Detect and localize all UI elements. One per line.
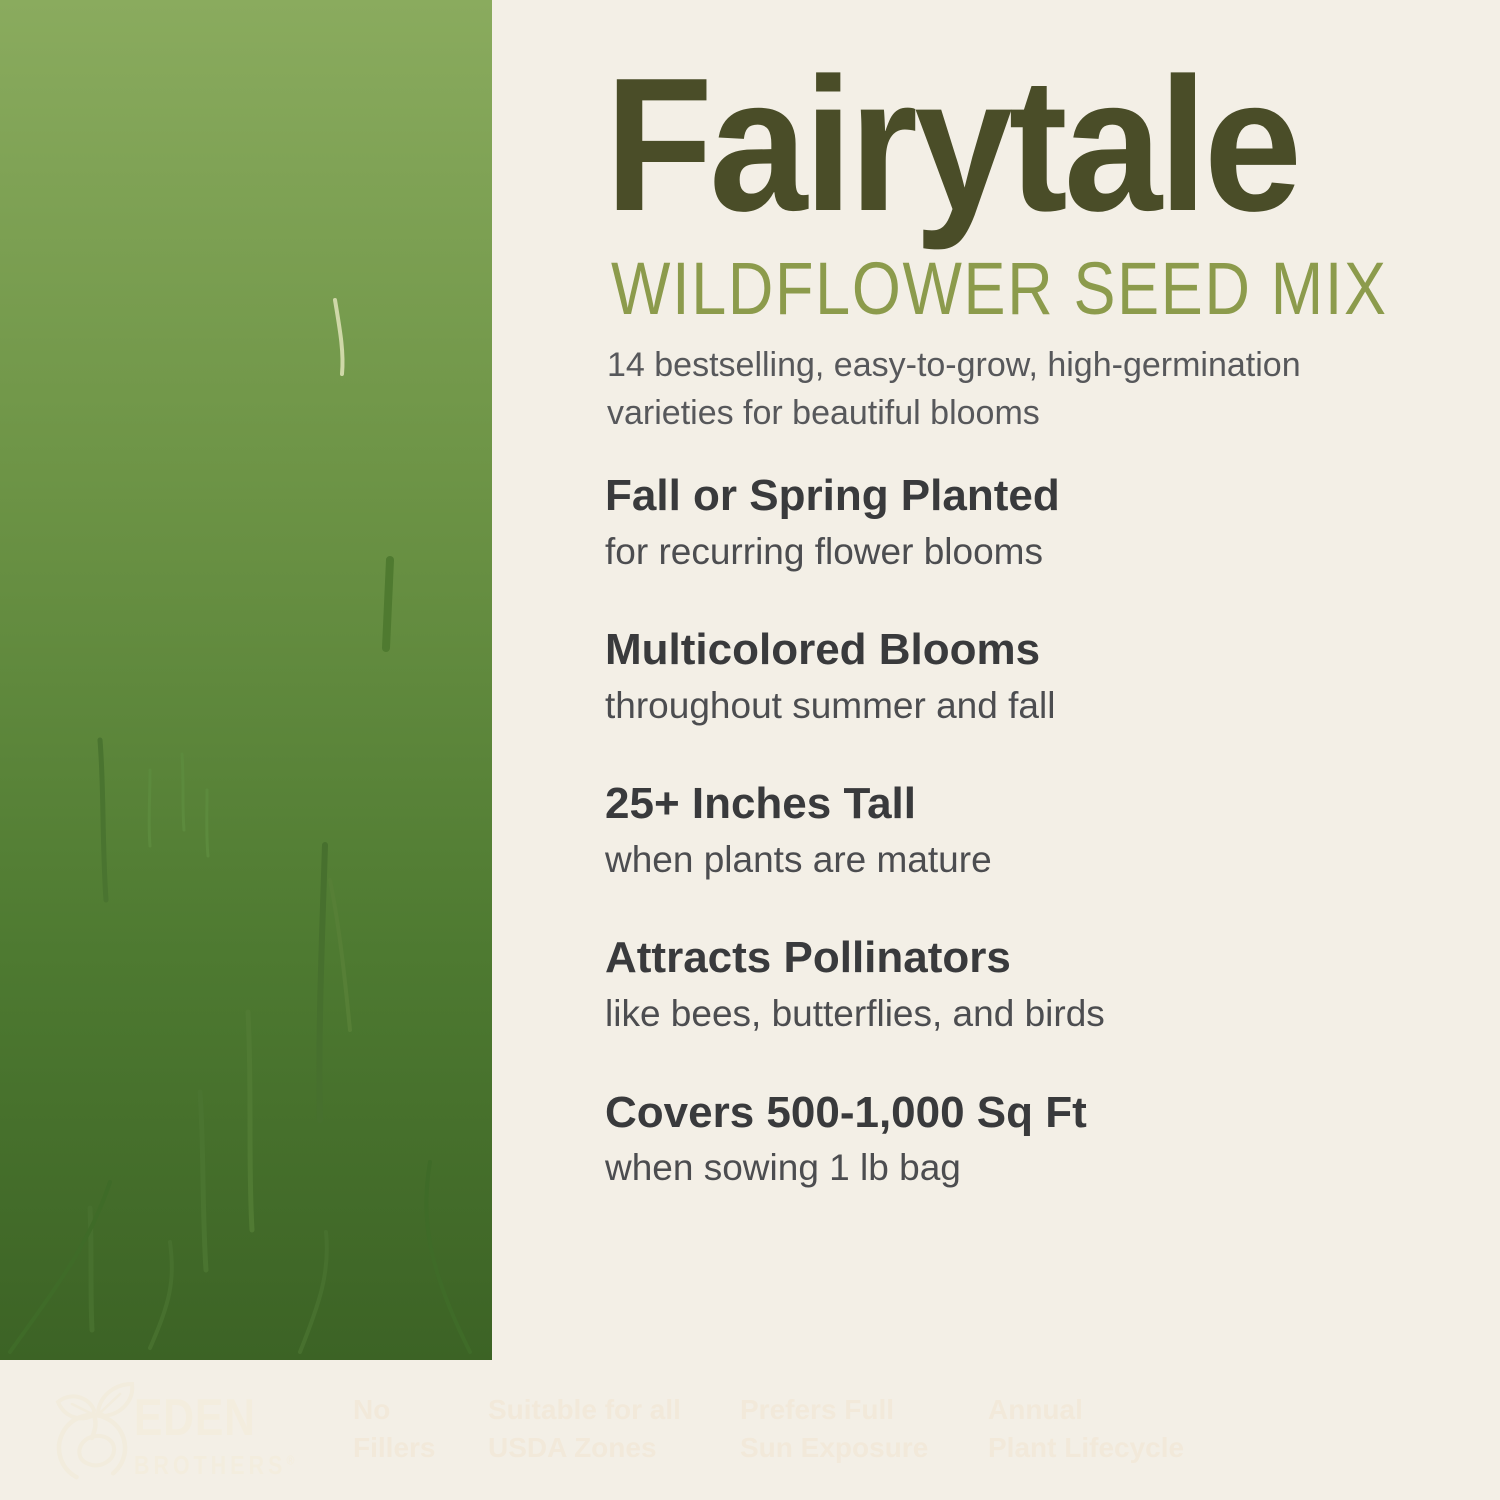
eden-brothers-wordmark — [134, 1389, 295, 1480]
product-subtitle: WILDFLOWER SEED MIX — [611, 247, 1388, 330]
badge-plant-lifecycle: Annual Plant Lifecycle — [988, 1394, 1185, 1463]
feature-detail: when plants are mature — [605, 839, 992, 881]
description-line: 14 bestselling, easy-to-grow, high-germination — [607, 346, 1301, 384]
badge-no-fillers: No Fillers — [353, 1394, 436, 1463]
description-line: varieties for beautiful blooms — [607, 394, 1040, 433]
badge-usda-zones: Suitable for all USDA Zones — [488, 1394, 681, 1463]
feature-detail: throughout summer and fall — [605, 684, 1056, 726]
brand-name-bottom: BROTHERS® — [134, 1450, 295, 1480]
badge-sun-exposure: Prefers Full Sun Exposure — [740, 1394, 929, 1463]
registered-trademark: ® — [286, 1452, 295, 1468]
feature-detail: for recurring flower blooms — [605, 530, 1043, 572]
feature-heading: Covers 500-1,000 Sq Ft — [605, 1087, 1087, 1137]
seed-kernel — [79, 1436, 114, 1465]
feature-heading: Multicolored Blooms — [605, 625, 1041, 675]
brand-name-top: EDEN — [134, 1389, 256, 1447]
feature-heading: Fall or Spring Planted — [605, 471, 1060, 520]
leaf-vein — [72, 1404, 90, 1413]
product-title: Fairytale — [605, 39, 1299, 251]
sprout-stem — [92, 1415, 95, 1438]
feature-detail: like bees, butterflies, and birds — [605, 993, 1105, 1035]
feature-heading: 25+ Inches Tall — [605, 779, 917, 829]
feature-heading: Attracts Pollinators — [605, 933, 1011, 983]
feature-detail: when sowing 1 lb bag — [605, 1147, 961, 1189]
